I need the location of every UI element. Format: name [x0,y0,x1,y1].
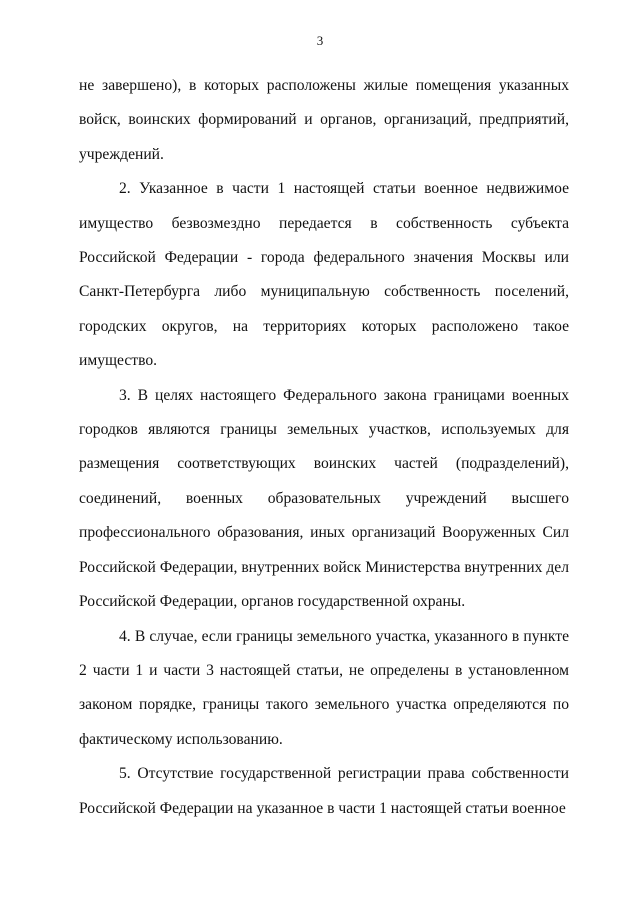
paragraph-4: 4. В случае, если границы земельного участка, указанного в пункте 2 части 1 и части 3 настоящей статьи, не определены в установленном законом порядке, границы такого земельного участка определяются по фактическому использованию. [79,627,569,748]
document-body [79,69,569,826]
paragraph-continuation: не завершено), в которых расположены жилые помещения указанных войск, воинских формирований и органов, организаций, предприятий, учреждений. [79,77,569,163]
page-number: 3 [316,33,324,48]
paragraph-5: 5. Отсутствие государственной регистрации права собственности Российской Федерации на указанное в части 1 настоящей статьи военное [79,765,569,817]
paragraph-3: 3. В целях настоящего Федерального закона границами военных городков являются границы земельных участков, используемых для размещения соответствующих воинских частей (подразделений), соединений, военных образовательных учреждений высшего профессионального образования, иных организаций Вооруженных Сил Российской Федерации, внутренних войск Министерства внутренних дел Российской Федерации, органов государственной охраны. [79,386,569,611]
paragraph-2: 2. Указанное в части 1 настоящей статьи военное недвижимое имущество безвозмездно передается в собственность субъекта Российской Федерации - города федерального значения Москвы или Санкт-Петербурга либо муниципальную собственность поселений, городских округов, на территориях которых расположено такое имущество. [79,180,569,370]
